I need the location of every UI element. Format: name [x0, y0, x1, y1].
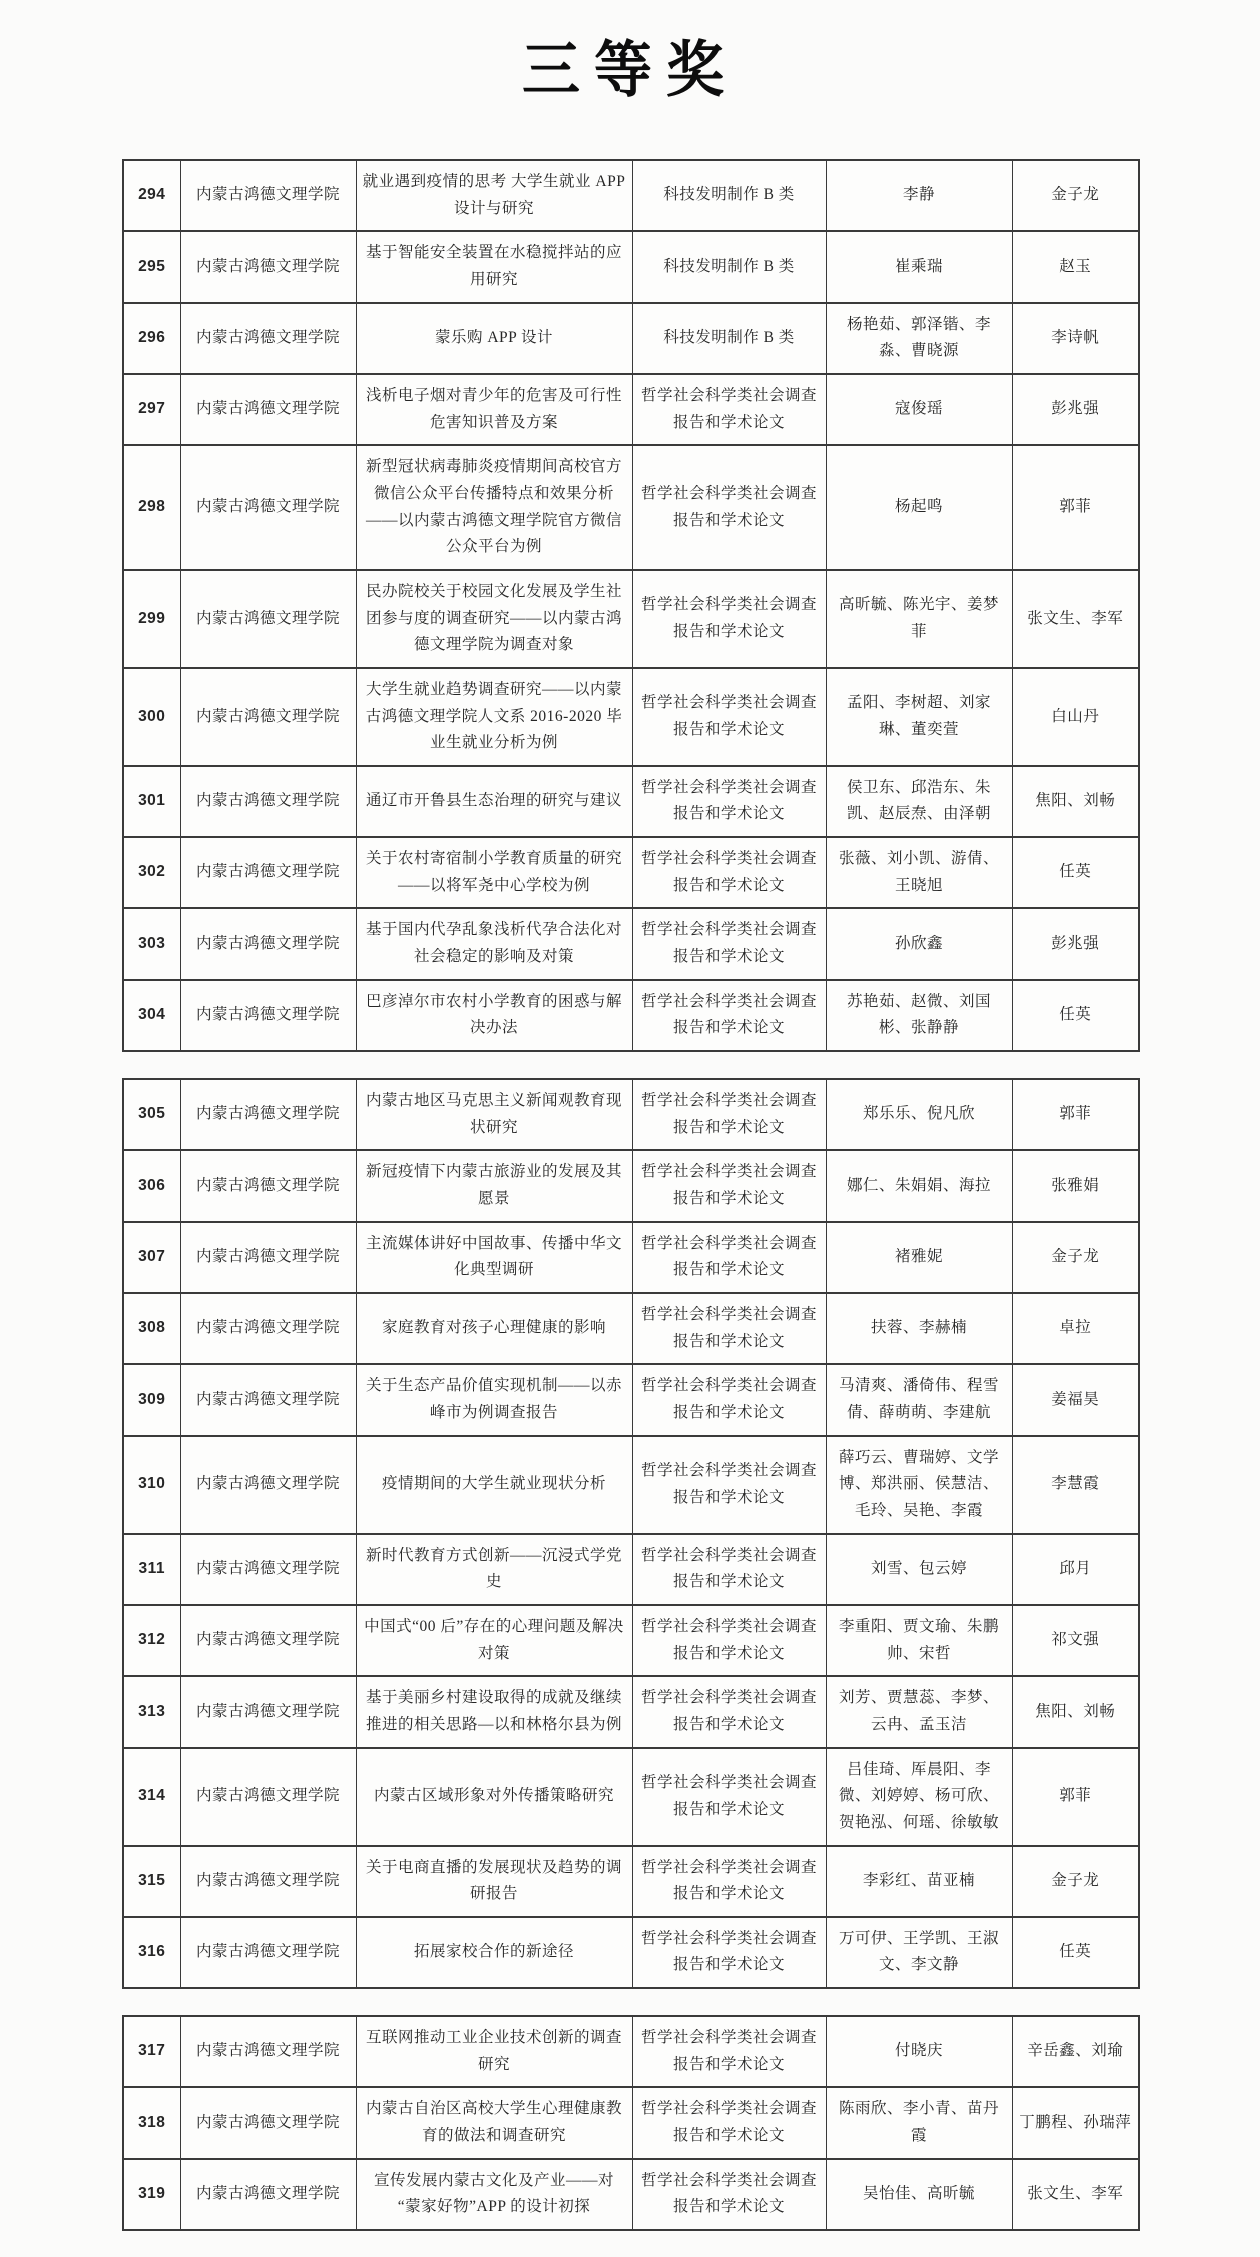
row-number-cell: 313 [123, 1676, 180, 1747]
table-row [123, 668, 1139, 766]
institution-cell: 内蒙古鸿德文理学院 [180, 1079, 356, 1150]
institution-cell: 内蒙古鸿德文理学院 [180, 766, 356, 837]
row-number-cell: 318 [123, 2087, 180, 2158]
row-number-cell: 316 [123, 1917, 180, 1988]
category-cell: 哲学社会科学类社会调查报告和学术论文 [632, 1917, 826, 1988]
institution-cell: 内蒙古鸿德文理学院 [180, 1605, 356, 1676]
project-title-cell: 疫情期间的大学生就业现状分析 [356, 1436, 632, 1534]
advisor-cell: 任英 [1012, 980, 1139, 1051]
participants-cell: 高昕毓、陈光宇、姜梦菲 [826, 570, 1012, 668]
advisor-cell: 李慧霞 [1012, 1436, 1139, 1534]
category-cell: 哲学社会科学类社会调查报告和学术论文 [632, 908, 826, 979]
advisor-cell: 卓拉 [1012, 1293, 1139, 1364]
institution-cell: 内蒙古鸿德文理学院 [180, 445, 356, 570]
category-cell: 哲学社会科学类社会调查报告和学术论文 [632, 1150, 826, 1221]
advisor-cell: 彭兆强 [1012, 908, 1139, 979]
row-number-cell: 295 [123, 231, 180, 302]
participants-cell: 侯卫东、邱浩东、朱凯、赵辰焘、由泽朝 [826, 766, 1012, 837]
institution-cell: 内蒙古鸿德文理学院 [180, 1436, 356, 1534]
category-cell: 哲学社会科学类社会调查报告和学术论文 [632, 374, 826, 445]
institution-cell: 内蒙古鸿德文理学院 [180, 303, 356, 374]
table-row [123, 1079, 1139, 1150]
table-row [123, 980, 1139, 1051]
project-title-cell: 内蒙古区域形象对外传播策略研究 [356, 1748, 632, 1846]
row-number-cell: 315 [123, 1846, 180, 1917]
advisor-cell: 金子龙 [1012, 1846, 1139, 1917]
table-row [123, 1846, 1139, 1917]
participants-cell: 吕佳琦、厍晨阳、李微、刘婷婷、杨可欣、贺艳泓、何瑶、徐敏敏 [826, 1748, 1012, 1846]
table-row [123, 1917, 1139, 1988]
advisor-cell: 白山丹 [1012, 668, 1139, 766]
advisor-cell: 金子龙 [1012, 160, 1139, 231]
project-title-cell: 内蒙古地区马克思主义新闻观教育现状研究 [356, 1079, 632, 1150]
category-cell: 哲学社会科学类社会调查报告和学术论文 [632, 445, 826, 570]
row-number-cell: 310 [123, 1436, 180, 1534]
category-cell: 哲学社会科学类社会调查报告和学术论文 [632, 1605, 826, 1676]
project-title-cell: 宣传发展内蒙古文化及产业——对“蒙家好物”APP 的设计初探 [356, 2159, 632, 2230]
table-row [123, 1534, 1139, 1605]
project-title-cell: 关于电商直播的发展现状及趋势的调研报告 [356, 1846, 632, 1917]
advisor-cell: 任英 [1012, 1917, 1139, 1988]
project-title-cell: 主流媒体讲好中国故事、传播中华文化典型调研 [356, 1222, 632, 1293]
category-cell: 哲学社会科学类社会调查报告和学术论文 [632, 1676, 826, 1747]
participants-cell: 吴怡佳、高昕毓 [826, 2159, 1012, 2230]
advisor-cell: 任英 [1012, 837, 1139, 908]
row-number-cell: 305 [123, 1079, 180, 1150]
advisor-cell: 丁鹏程、孙瑞萍 [1012, 2087, 1139, 2158]
category-cell: 哲学社会科学类社会调查报告和学术论文 [632, 1748, 826, 1846]
category-cell: 哲学社会科学类社会调查报告和学术论文 [632, 668, 826, 766]
page-title: 三等奖 [521, 35, 738, 104]
category-cell: 哲学社会科学类社会调查报告和学术论文 [632, 1293, 826, 1364]
institution-cell: 内蒙古鸿德文理学院 [180, 980, 356, 1051]
participants-cell: 刘芳、贾慧蕊、李梦、云冉、孟玉洁 [826, 1676, 1012, 1747]
institution-cell: 内蒙古鸿德文理学院 [180, 1748, 356, 1846]
table-row [123, 1748, 1139, 1846]
institution-cell: 内蒙古鸿德文理学院 [180, 2159, 356, 2230]
participants-cell: 张薇、刘小凯、游倩、王晓旭 [826, 837, 1012, 908]
advisor-cell: 张雅娟 [1012, 1150, 1139, 1221]
advisor-cell: 焦阳、刘畅 [1012, 1676, 1139, 1747]
category-cell: 哲学社会科学类社会调查报告和学术论文 [632, 2087, 826, 2158]
table-row [123, 908, 1139, 979]
project-title-cell: 内蒙古自治区高校大学生心理健康教育的做法和调查研究 [356, 2087, 632, 2158]
advisor-cell: 彭兆强 [1012, 374, 1139, 445]
participants-cell: 崔乘瑞 [826, 231, 1012, 302]
table-row [123, 1293, 1139, 1364]
project-title-cell: 就业遇到疫情的思考 大学生就业 APP 设计与研究 [356, 160, 632, 231]
participants-cell: 万可伊、王学凯、王淑文、李文静 [826, 1917, 1012, 1988]
participants-cell: 李彩红、苗亚楠 [826, 1846, 1012, 1917]
award-tables [122, 159, 1138, 2257]
institution-cell: 内蒙古鸿德文理学院 [180, 1150, 356, 1221]
advisor-cell: 李诗帆 [1012, 303, 1139, 374]
table-row [123, 2087, 1139, 2158]
advisor-cell: 金子龙 [1012, 1222, 1139, 1293]
category-cell: 科技发明制作 B 类 [632, 231, 826, 302]
institution-cell: 内蒙古鸿德文理学院 [180, 908, 356, 979]
participants-cell: 马清爽、潘倚伟、程雪倩、薛萌萌、李建航 [826, 1364, 1012, 1435]
table-row [123, 445, 1139, 570]
row-number-cell: 299 [123, 570, 180, 668]
row-number-cell: 303 [123, 908, 180, 979]
institution-cell: 内蒙古鸿德文理学院 [180, 160, 356, 231]
category-cell: 哲学社会科学类社会调查报告和学术论文 [632, 1364, 826, 1435]
project-title-cell: 新型冠状病毒肺炎疫情期间高校官方微信公众平台传播特点和效果分析——以内蒙古鸿德文理学院官方微信公众平台为例 [356, 445, 632, 570]
project-title-cell: 基于美丽乡村建设取得的成就及继续推进的相关思路—以和林格尔县为例 [356, 1676, 632, 1747]
institution-cell: 内蒙古鸿德文理学院 [180, 1364, 356, 1435]
institution-cell: 内蒙古鸿德文理学院 [180, 1917, 356, 1988]
institution-cell: 内蒙古鸿德文理学院 [180, 231, 356, 302]
advisor-cell: 祁文强 [1012, 1605, 1139, 1676]
participants-cell: 李静 [826, 160, 1012, 231]
project-title-cell: 新冠疫情下内蒙古旅游业的发展及其愿景 [356, 1150, 632, 1221]
advisor-cell: 姜福昊 [1012, 1364, 1139, 1435]
institution-cell: 内蒙古鸿德文理学院 [180, 374, 356, 445]
row-number-cell: 304 [123, 980, 180, 1051]
category-cell: 哲学社会科学类社会调查报告和学术论文 [632, 1222, 826, 1293]
row-number-cell: 307 [123, 1222, 180, 1293]
participants-cell: 付晓庆 [826, 2016, 1012, 2087]
participants-cell: 苏艳茹、赵微、刘国彬、张静静 [826, 980, 1012, 1051]
project-title-cell: 浅析电子烟对青少年的危害及可行性危害知识普及方案 [356, 374, 632, 445]
participants-cell: 扶蓉、李赫楠 [826, 1293, 1012, 1364]
institution-cell: 内蒙古鸿德文理学院 [180, 1293, 356, 1364]
row-number-cell: 317 [123, 2016, 180, 2087]
institution-cell: 内蒙古鸿德文理学院 [180, 1676, 356, 1747]
row-number-cell: 296 [123, 303, 180, 374]
category-cell: 哲学社会科学类社会调查报告和学术论文 [632, 1079, 826, 1150]
institution-cell: 内蒙古鸿德文理学院 [180, 668, 356, 766]
table-row [123, 1150, 1139, 1221]
project-title-cell: 拓展家校合作的新途径 [356, 1917, 632, 1988]
row-number-cell: 301 [123, 766, 180, 837]
institution-cell: 内蒙古鸿德文理学院 [180, 1222, 356, 1293]
row-number-cell: 297 [123, 374, 180, 445]
institution-cell: 内蒙古鸿德文理学院 [180, 2087, 356, 2158]
project-title-cell: 大学生就业趋势调查研究——以内蒙古鸿德文理学院人文系 2016-2020 毕业生就业分析为例 [356, 668, 632, 766]
participants-cell: 褚雅妮 [826, 1222, 1012, 1293]
table-row [123, 766, 1139, 837]
participants-cell: 孟阳、李树超、刘家琳、董奕萱 [826, 668, 1012, 766]
category-cell: 科技发明制作 B 类 [632, 303, 826, 374]
awards-table-block-1 [122, 159, 1140, 1052]
category-cell: 哲学社会科学类社会调查报告和学术论文 [632, 1534, 826, 1605]
table-row [123, 1436, 1139, 1534]
table-row [123, 1676, 1139, 1747]
table-row [123, 160, 1139, 231]
participants-cell: 郑乐乐、倪凡欣 [826, 1079, 1012, 1150]
advisor-cell: 郭菲 [1012, 1079, 1139, 1150]
category-cell: 哲学社会科学类社会调查报告和学术论文 [632, 980, 826, 1051]
category-cell: 哲学社会科学类社会调查报告和学术论文 [632, 766, 826, 837]
institution-cell: 内蒙古鸿德文理学院 [180, 837, 356, 908]
row-number-cell: 314 [123, 1748, 180, 1846]
row-number-cell: 319 [123, 2159, 180, 2230]
row-number-cell: 309 [123, 1364, 180, 1435]
row-number-cell: 300 [123, 668, 180, 766]
awards-table-block-3 [122, 2015, 1140, 2231]
category-cell: 哲学社会科学类社会调查报告和学术论文 [632, 2016, 826, 2087]
table-row [123, 837, 1139, 908]
advisor-cell: 郭菲 [1012, 445, 1139, 570]
participants-cell: 薛巧云、曹瑞婷、文学博、郑洪丽、侯慧洁、毛玲、吴艳、李霞 [826, 1436, 1012, 1534]
advisor-cell: 赵玉 [1012, 231, 1139, 302]
project-title-cell: 互联网推动工业企业技术创新的调查研究 [356, 2016, 632, 2087]
project-title-cell: 巴彦淖尔市农村小学教育的困惑与解决办法 [356, 980, 632, 1051]
project-title-cell: 中国式“00 后”存在的心理问题及解决对策 [356, 1605, 632, 1676]
category-cell: 哲学社会科学类社会调查报告和学术论文 [632, 570, 826, 668]
participants-cell: 刘雪、包云婷 [826, 1534, 1012, 1605]
participants-cell: 孙欣鑫 [826, 908, 1012, 979]
row-number-cell: 308 [123, 1293, 180, 1364]
project-title-cell: 民办院校关于校园文化发展及学生社团参与度的调查研究——以内蒙古鸿德文理学院为调查对象 [356, 570, 632, 668]
category-cell: 哲学社会科学类社会调查报告和学术论文 [632, 2159, 826, 2230]
project-title-cell: 通辽市开鲁县生态治理的研究与建议 [356, 766, 632, 837]
advisor-cell: 辛岳鑫、刘瑜 [1012, 2016, 1139, 2087]
institution-cell: 内蒙古鸿德文理学院 [180, 1846, 356, 1917]
participants-cell: 娜仁、朱娟娟、海拉 [826, 1150, 1012, 1221]
table-row [123, 2159, 1139, 2230]
participants-cell: 杨艳茹、郭泽锴、李淼、曹晓源 [826, 303, 1012, 374]
advisor-cell: 焦阳、刘畅 [1012, 766, 1139, 837]
document-page [0, 22, 1260, 2216]
table-row [123, 2016, 1139, 2087]
participants-cell: 寇俊瑶 [826, 374, 1012, 445]
advisor-cell: 张文生、李军 [1012, 2159, 1139, 2230]
row-number-cell: 302 [123, 837, 180, 908]
advisor-cell: 张文生、李军 [1012, 570, 1139, 668]
table-row [123, 1222, 1139, 1293]
table-row [123, 570, 1139, 668]
participants-cell: 杨起鸣 [826, 445, 1012, 570]
institution-cell: 内蒙古鸿德文理学院 [180, 2016, 356, 2087]
table-row [123, 303, 1139, 374]
advisor-cell: 邱月 [1012, 1534, 1139, 1605]
category-cell: 哲学社会科学类社会调查报告和学术论文 [632, 837, 826, 908]
table-row [123, 1605, 1139, 1676]
participants-cell: 陈雨欣、李小青、苗丹霞 [826, 2087, 1012, 2158]
row-number-cell: 311 [123, 1534, 180, 1605]
participants-cell: 李重阳、贾文瑜、朱鹏帅、宋哲 [826, 1605, 1012, 1676]
row-number-cell: 294 [123, 160, 180, 231]
institution-cell: 内蒙古鸿德文理学院 [180, 570, 356, 668]
category-cell: 哲学社会科学类社会调查报告和学术论文 [632, 1436, 826, 1534]
institution-cell: 内蒙古鸿德文理学院 [180, 1534, 356, 1605]
project-title-cell: 蒙乐购 APP 设计 [356, 303, 632, 374]
table-row [123, 1364, 1139, 1435]
awards-table-block-2 [122, 1078, 1140, 1989]
advisor-cell: 郭菲 [1012, 1748, 1139, 1846]
project-title-cell: 基于智能安全装置在水稳搅拌站的应用研究 [356, 231, 632, 302]
category-cell: 哲学社会科学类社会调查报告和学术论文 [632, 1846, 826, 1917]
table-row [123, 231, 1139, 302]
project-title-cell: 基于国内代孕乱象浅析代孕合法化对社会稳定的影响及对策 [356, 908, 632, 979]
project-title-cell: 关于农村寄宿制小学教育质量的研究——以将军尧中心学校为例 [356, 837, 632, 908]
row-number-cell: 306 [123, 1150, 180, 1221]
row-number-cell: 298 [123, 445, 180, 570]
project-title-cell: 家庭教育对孩子心理健康的影响 [356, 1293, 632, 1364]
category-cell: 科技发明制作 B 类 [632, 160, 826, 231]
project-title-cell: 新时代教育方式创新——沉浸式学党史 [356, 1534, 632, 1605]
project-title-cell: 关于生态产品价值实现机制——以赤峰市为例调查报告 [356, 1364, 632, 1435]
table-row [123, 374, 1139, 445]
row-number-cell: 312 [123, 1605, 180, 1676]
